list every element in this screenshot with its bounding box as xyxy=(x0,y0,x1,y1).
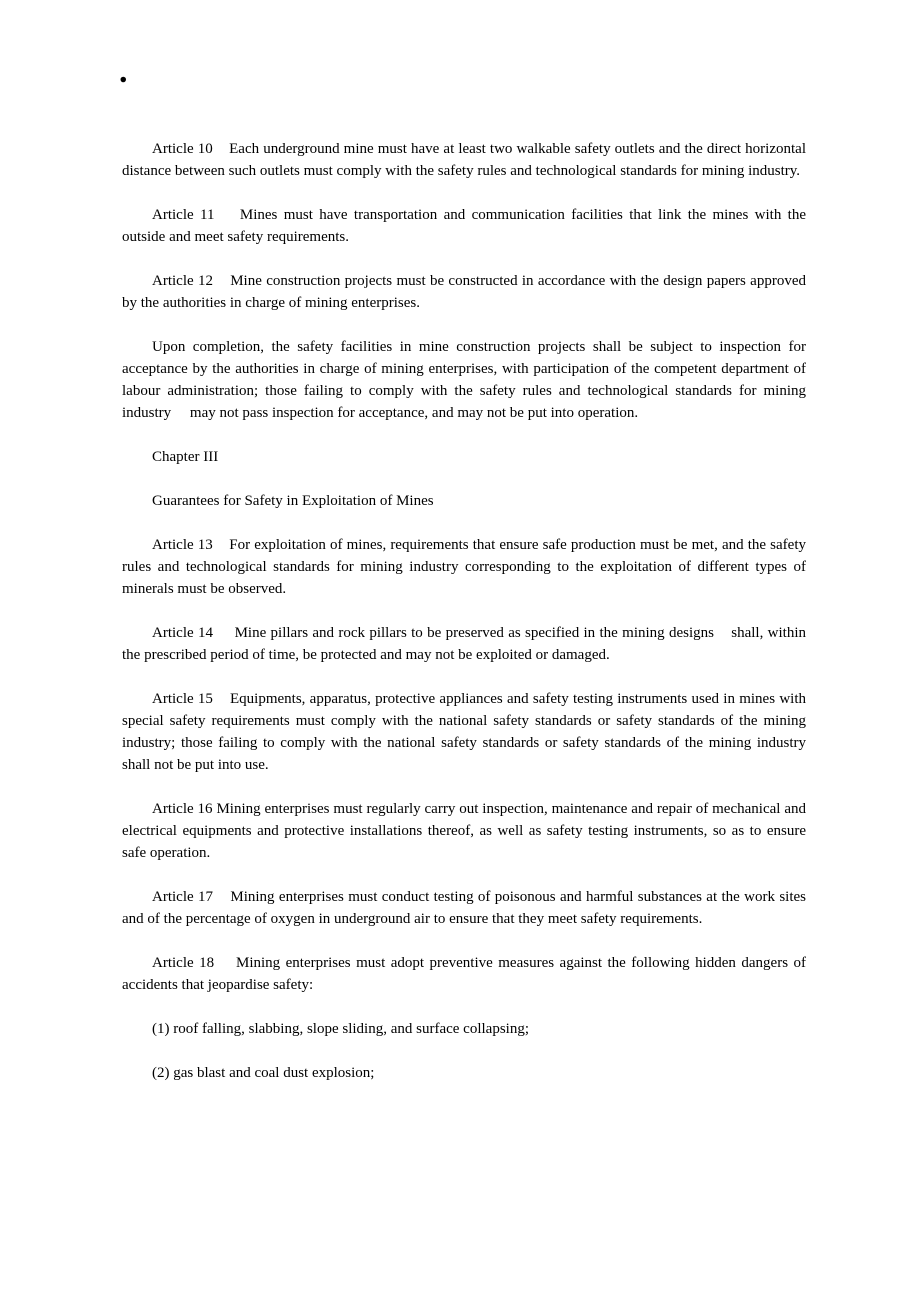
paragraph-article-12-continuation: Upon completion, the safety facilities in mine construction projects shall be subject to inspection for acceptance by the authorities in charge of mining enterprises, with participation of the competent department of labour administration; those failing to comply with the safety rules and technological standards for mining industry may not pass inspection for acceptance, and may not be put into operation. xyxy=(122,339,810,421)
document-body xyxy=(122,138,810,1106)
chapter-title: Guarantees for Safety in Exploitation of Mines xyxy=(152,493,434,509)
paragraph-article-15: Article 15 Equipments, apparatus, protective appliances and safety testing instruments used in mines with special safety requirements must comply with the national safety standards or safety standards of the mining industry; those failing to comply with the national safety standards or safety standards of the mining industry shall not be put into use. xyxy=(122,691,810,773)
paragraph-article-10: Article 10 Each underground mine must have at least two walkable safety outlets and the direct horizontal distance between such outlets must comply with the safety rules and technological standards for mining industry. xyxy=(122,141,810,179)
list-item-2: (2) gas blast and coal dust explosion; xyxy=(152,1065,375,1081)
stray-period-mark: . xyxy=(119,53,128,90)
paragraph-article-13: Article 13 For exploitation of mines, requirements that ensure safe production must be met, and the safety rules and technological standards for mining industry corresponding to the exploitation of different types of minerals must be observed. xyxy=(122,537,810,597)
paragraph-article-17: Article 17 Mining enterprises must conduct testing of poisonous and harmful substances at the work sites and of the percentage of oxygen in underground air to ensure that they meet safety requirements. xyxy=(122,889,810,927)
paragraph-article-18: Article 18 Mining enterprises must adopt preventive measures against the following hidden dangers of accidents that jeopardise safety: xyxy=(122,955,810,993)
list-item-1: (1) roof falling, slabbing, slope sliding, and surface collapsing; xyxy=(152,1021,529,1037)
paragraph-article-16: Article 16 Mining enterprises must regularly carry out inspection, maintenance and repair of mechanical and electrical equipments and protective installations thereof, as well as safety testing instruments, so as to ensure safe operation. xyxy=(122,801,810,861)
paragraph-article-11: Article 11 Mines must have transportation and communication facilities that link the mines with the outside and meet safety requirements. xyxy=(122,207,810,245)
chapter-heading: Chapter III xyxy=(152,449,219,465)
paragraph-article-12: Article 12 Mine construction projects must be constructed in accordance with the design papers approved by the authorities in charge of mining enterprises. xyxy=(122,273,810,311)
paragraph-article-14: Article 14 Mine pillars and rock pillars to be preserved as specified in the mining designs shall, within the prescribed period of time, be protected and may not be exploited or damaged. xyxy=(122,625,810,663)
